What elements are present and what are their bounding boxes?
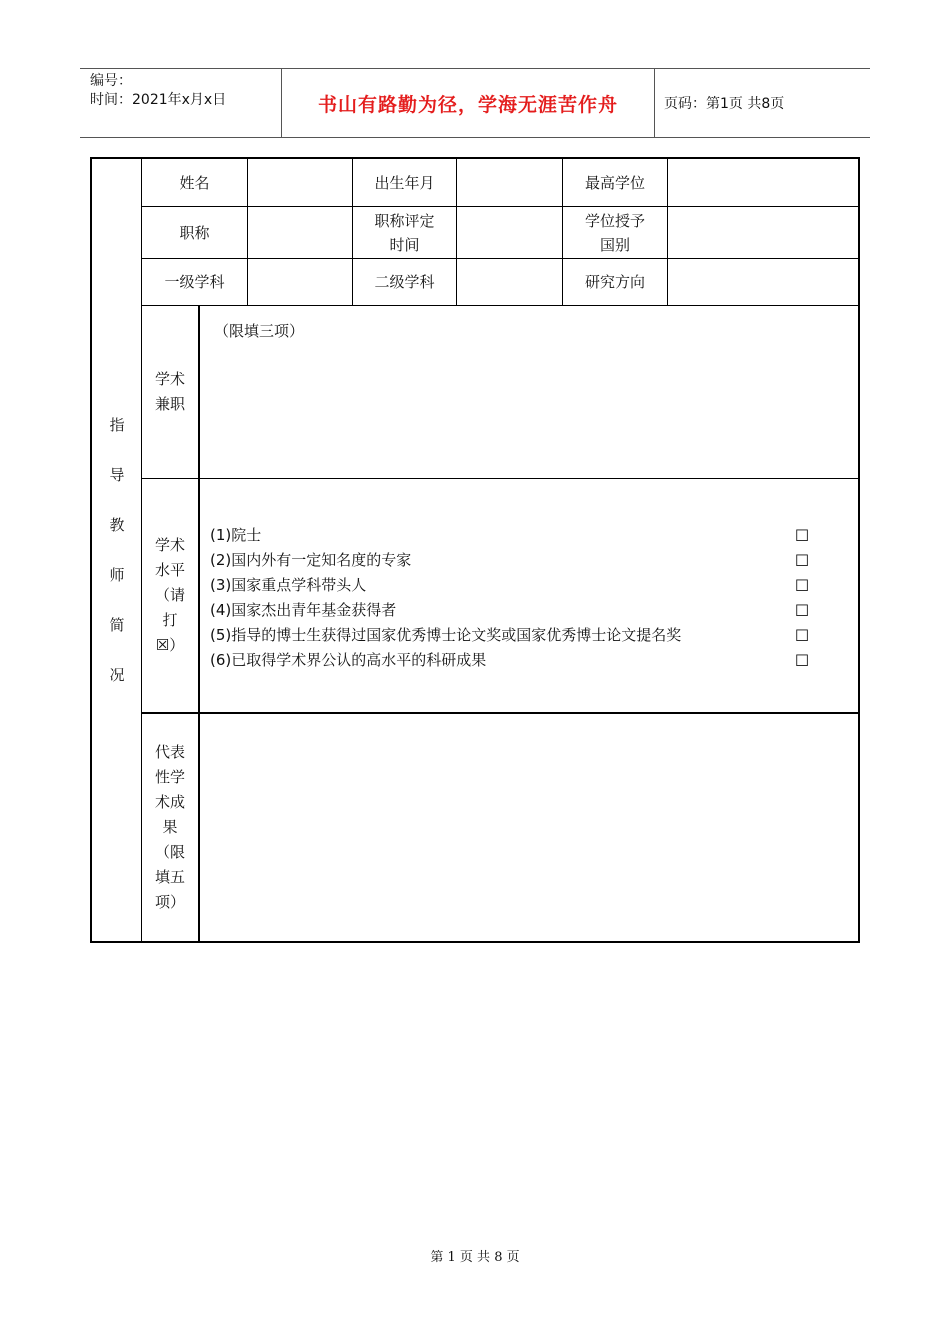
academic-posts-note: （限填三项） — [214, 322, 305, 340]
header-page-info: 页码：第1页 共8页 — [664, 96, 785, 112]
grid-line — [141, 305, 858, 306]
option-label: (4)国家杰出青年基金获得者 — [210, 601, 397, 619]
option-row — [210, 598, 810, 623]
option-row — [210, 573, 810, 598]
option-row — [210, 523, 810, 548]
advisor-profile-form — [90, 157, 860, 943]
birth-date-value[interactable] — [457, 159, 562, 206]
header-divider — [654, 69, 655, 137]
option-row — [210, 548, 810, 573]
name-value[interactable] — [248, 159, 352, 206]
option-label: (2)国内外有一定知名度的专家 — [210, 551, 412, 569]
academic-level-options — [210, 523, 810, 673]
option-row — [210, 623, 810, 648]
primary-discipline-value[interactable] — [248, 259, 352, 305]
header-meta — [90, 72, 226, 110]
degree-country-value[interactable] — [668, 207, 858, 258]
academic-level-label: 学术水平（请打☒） — [154, 536, 185, 654]
achievements-value[interactable] — [200, 715, 858, 941]
highest-degree-label: 最高学位 — [584, 173, 645, 192]
sidebar-title: 指导教师简况 — [109, 416, 125, 684]
checkbox-icon[interactable]: ☐ — [794, 551, 810, 570]
option-row — [210, 648, 810, 673]
checkbox-icon[interactable]: ☐ — [794, 576, 810, 595]
degree-country-label: 学位授予国别 — [584, 211, 645, 254]
secondary-discipline-label: 二级学科 — [374, 273, 435, 291]
secondary-discipline-value[interactable] — [457, 259, 562, 305]
title-eval-time-value[interactable] — [457, 207, 562, 258]
grid-line — [141, 478, 858, 479]
title-eval-time-label: 职称评定时间 — [374, 211, 435, 254]
primary-discipline-label: 一级学科 — [164, 273, 225, 291]
research-direction-value[interactable] — [668, 259, 858, 305]
code-label: 编号： — [90, 73, 132, 89]
achievements-label: 代表性学术成果（限填五项） — [154, 743, 185, 911]
header-motto: 书山有路勤为径，学海无涯苦作舟 — [317, 93, 618, 116]
name-label: 姓名 — [179, 173, 210, 192]
research-direction-label: 研究方向 — [584, 273, 645, 291]
time-label: 时间：2021年x月x日 — [90, 92, 227, 108]
option-label: (5)指导的博士生获得过国家优秀博士论文奖或国家优秀博士论文提名奖 — [210, 626, 682, 644]
highest-degree-value[interactable] — [668, 159, 858, 206]
title-label: 职称 — [179, 223, 210, 242]
birth-date-label: 出生年月 — [374, 173, 435, 192]
grid-line — [141, 712, 858, 714]
checkbox-icon[interactable]: ☐ — [794, 626, 810, 645]
option-label: (3)国家重点学科带头人 — [210, 576, 367, 594]
checkbox-icon[interactable]: ☐ — [794, 601, 810, 620]
option-label: (1)院士 — [210, 526, 262, 544]
page-footer: 第 1 页 共 8 页 — [430, 1250, 520, 1265]
title-value[interactable] — [248, 207, 352, 258]
academic-posts-label: 学术兼职 — [154, 370, 185, 413]
academic-posts-value[interactable] — [200, 349, 858, 477]
option-label: (6)已取得学术界公认的高水平的科研成果 — [210, 651, 487, 669]
document-header — [80, 68, 870, 138]
checkbox-icon[interactable]: ☐ — [794, 651, 810, 670]
checkbox-icon[interactable]: ☐ — [794, 526, 810, 545]
